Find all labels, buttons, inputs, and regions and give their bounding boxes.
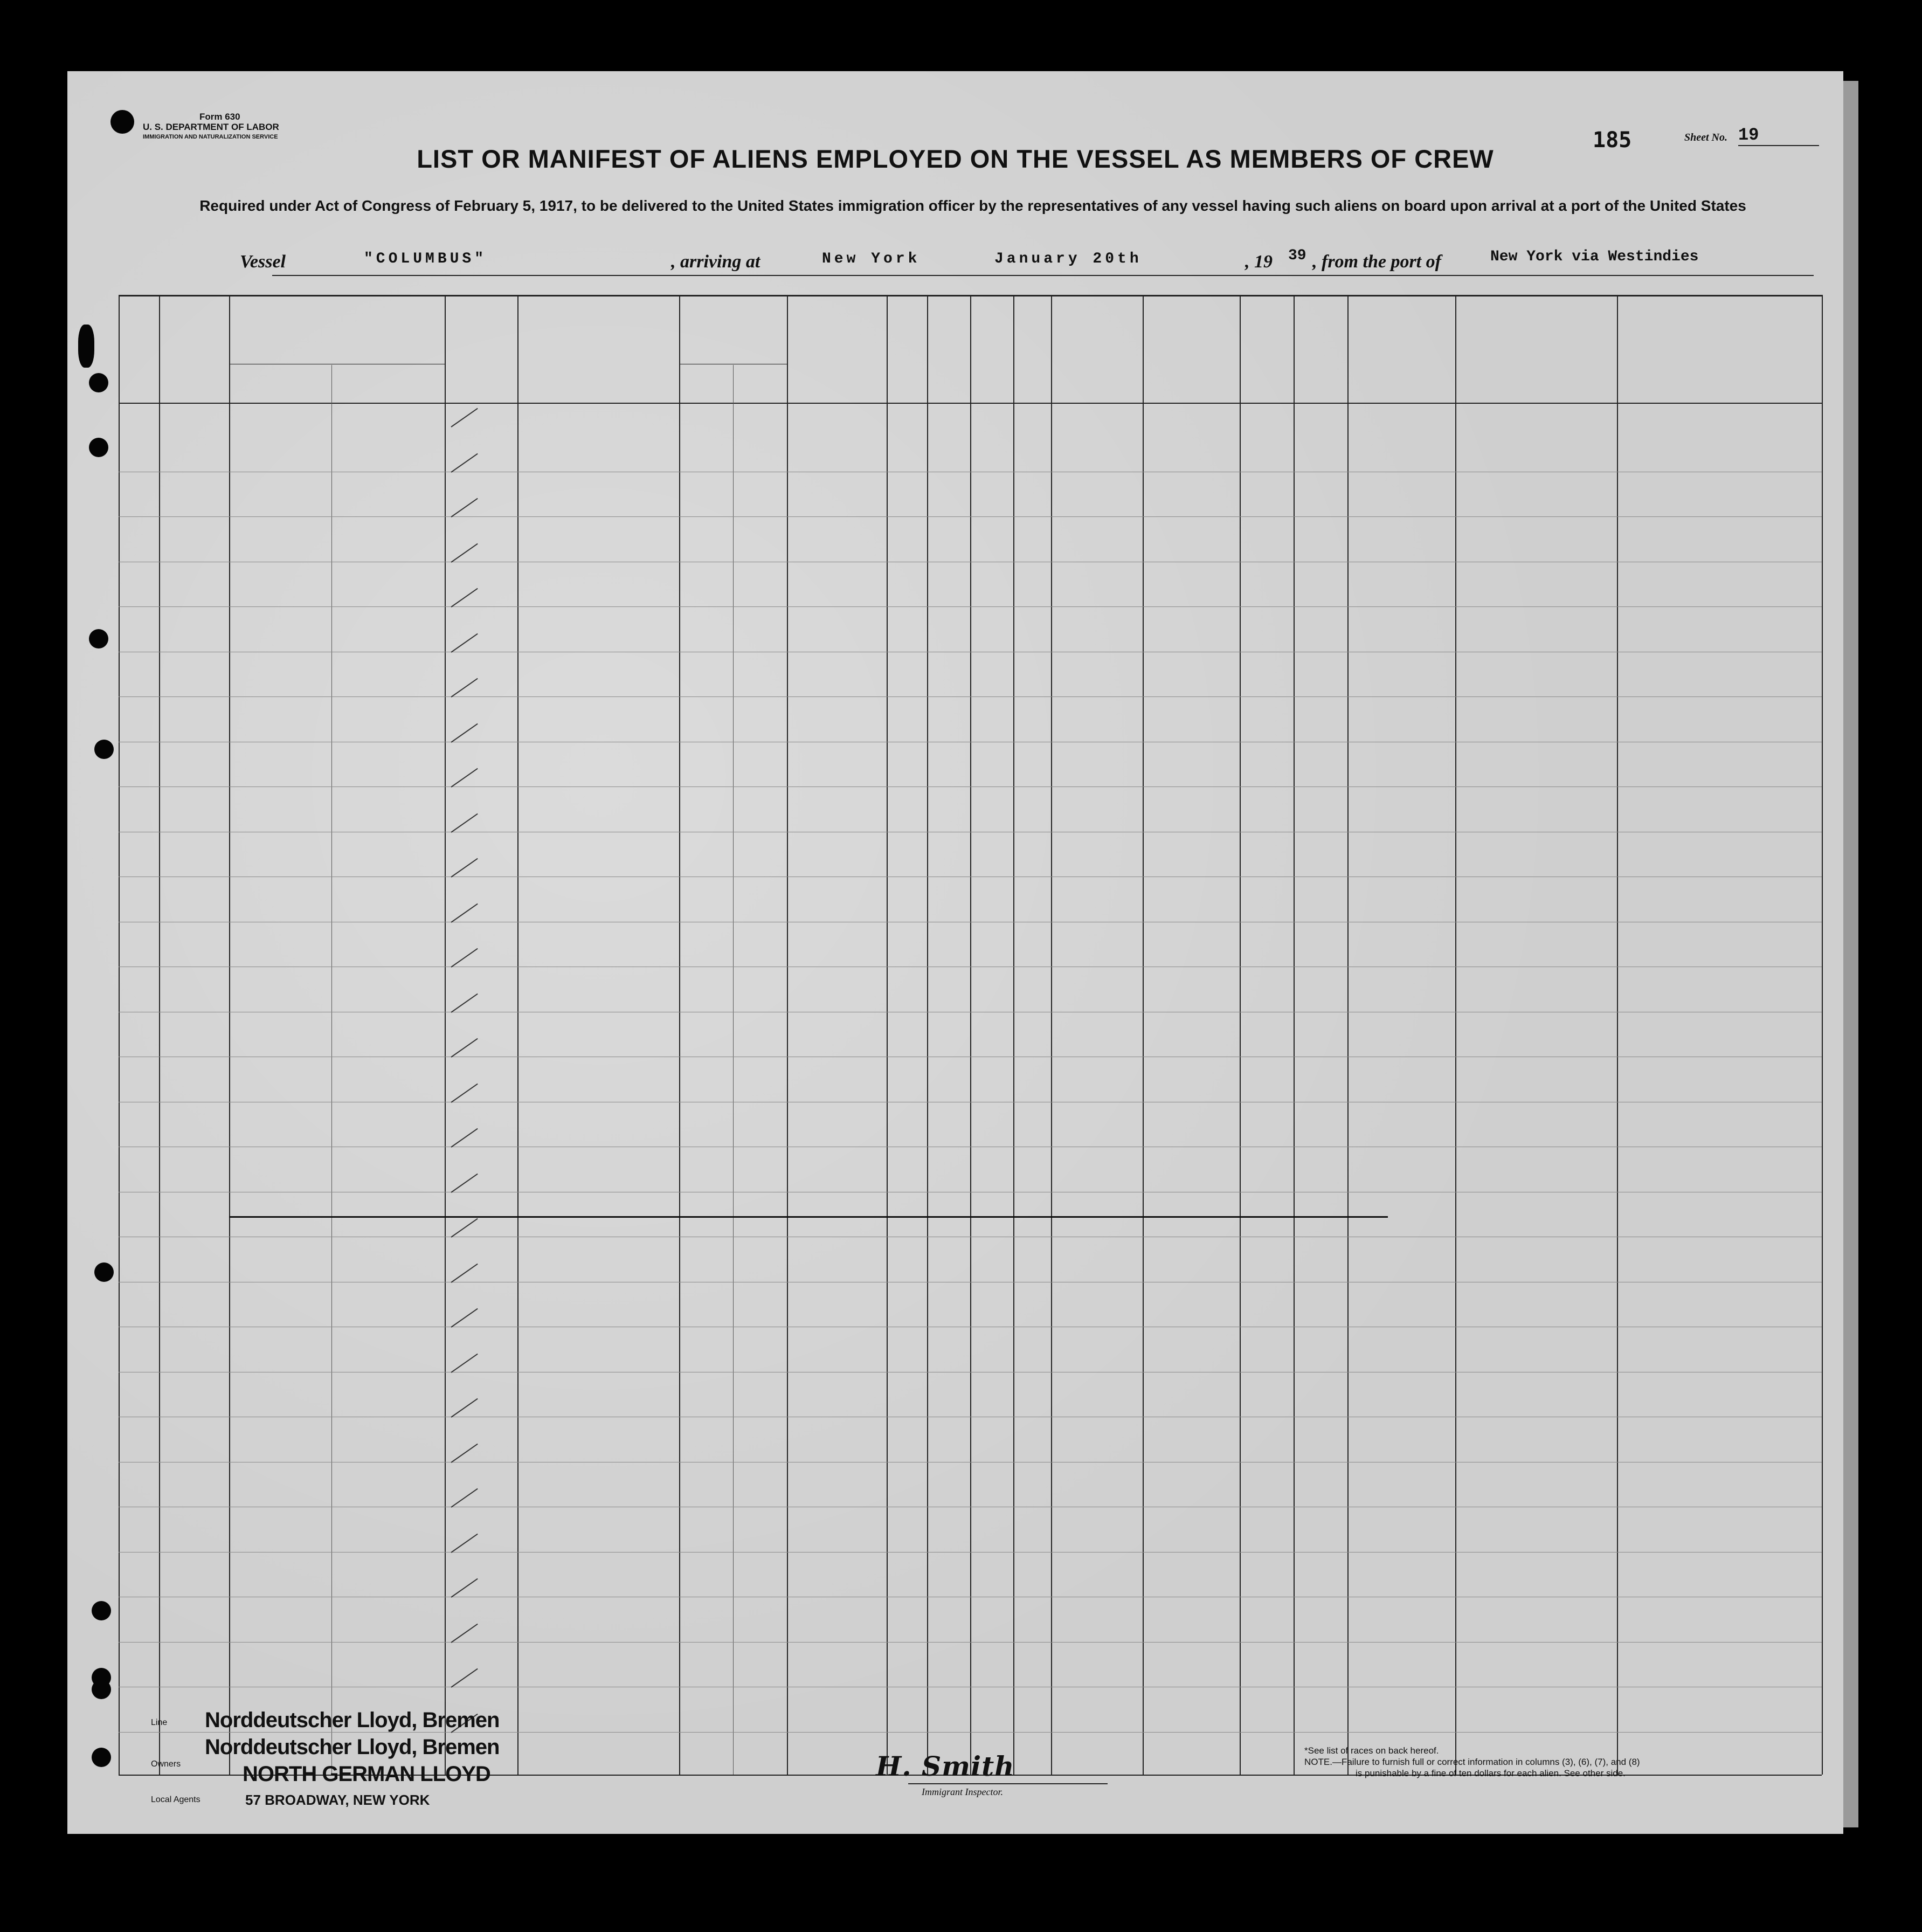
manifest-subtitle: Required under Act of Congress of February 5, 1917, to be delivered to the United States immigration officer by the representatives of any vessel having such aliens on board upon arrival at a port of the United States <box>199 197 1746 214</box>
owners-stamp: Norddeutscher Lloyd, Bremen <box>205 1735 500 1759</box>
inspector-signature: H. Smith <box>876 1750 1015 1782</box>
tally-mark <box>451 1218 478 1238</box>
punch-hole <box>94 740 114 759</box>
tally-mark <box>451 498 478 518</box>
year-prefix: , 19 <box>1245 252 1273 272</box>
row-divider <box>119 516 1822 517</box>
tally-mark <box>451 1038 478 1058</box>
inspector-signature-line <box>908 1783 1108 1784</box>
footnote-penalty-cont: is punishable by a fine of ten dollars for each alien. See other side. <box>1356 1768 1626 1778</box>
vessel-label: Vessel <box>240 252 286 272</box>
tally-mark <box>451 1488 478 1508</box>
punch-hole <box>92 1680 111 1699</box>
arrival-date: January 20th <box>994 251 1142 267</box>
tally-mark <box>451 903 478 922</box>
punch-hole <box>89 438 108 457</box>
page-number: 185 <box>1593 128 1632 153</box>
footnote <box>1304 1745 1640 1779</box>
tally-mark <box>451 1668 478 1688</box>
vessel-underline <box>272 275 1814 276</box>
line-stamp: Norddeutscher Lloyd, Bremen <box>205 1708 500 1732</box>
punch-hole <box>92 1748 111 1767</box>
footnote-races: *See list of races on back hereof. <box>1304 1745 1439 1756</box>
shipped-subdivider <box>733 365 734 1775</box>
departure-port: New York via Westindies <box>1490 249 1699 265</box>
row-divider <box>119 606 1822 607</box>
tally-mark <box>451 948 478 968</box>
row-divider <box>119 1642 1822 1643</box>
tally-mark <box>451 858 478 878</box>
tally-mark <box>451 1308 478 1328</box>
department-name: U. S. DEPARTMENT OF LABOR <box>143 122 279 132</box>
tally-mark <box>451 993 478 1012</box>
tally-mark <box>451 1578 478 1598</box>
inspector-label: Immigrant Inspector. <box>922 1786 1003 1797</box>
agents-address: 57 BROADWAY, NEW YORK <box>245 1792 430 1808</box>
punch-hole <box>94 1262 114 1282</box>
tally-mark <box>451 768 478 788</box>
punch-hole <box>92 1601 111 1620</box>
tally-mark <box>451 1173 478 1192</box>
owners-label: Owners <box>151 1760 181 1769</box>
crew-table <box>119 295 1822 1777</box>
sheet-number: 19 <box>1738 125 1819 146</box>
punch-hole <box>89 629 108 648</box>
tally-mark <box>451 1353 478 1372</box>
tally-mark <box>451 1623 478 1643</box>
tally-mark <box>451 1263 478 1282</box>
line-label: Line <box>151 1718 168 1727</box>
row-divider <box>119 696 1822 697</box>
row-divider <box>119 786 1822 787</box>
punch-hole <box>89 373 108 392</box>
arrival-port: New York <box>822 251 921 267</box>
tally-mark <box>451 1533 478 1552</box>
form-number: Form 630 <box>199 112 240 122</box>
column-divider <box>1822 295 1823 1775</box>
from-label: , from the port of <box>1312 252 1441 272</box>
tally-mark <box>451 678 478 698</box>
manifest-title: LIST OR MANIFEST OF ALIENS EMPLOYED ON THE VESSEL AS MEMBERS OF CREW <box>417 144 1494 173</box>
manifest-sheet <box>67 71 1843 1834</box>
tally-mark <box>451 588 478 608</box>
footnote-penalty: NOTE.—Failure to furnish full or correct information in columns (3), (6), (7), and (8) <box>1304 1757 1640 1767</box>
sheet-label: Sheet No. <box>1684 132 1727 143</box>
tally-mark <box>451 453 478 472</box>
arrival-year: 39 <box>1288 247 1306 264</box>
tally-mark <box>451 1128 478 1148</box>
service-name: IMMIGRATION AND NATURALIZATION SERVICE <box>143 134 278 140</box>
tally-mark <box>451 1083 478 1102</box>
tally-mark <box>451 723 478 742</box>
form-header <box>143 112 279 142</box>
arriving-label: , arriving at <box>671 252 760 272</box>
punch-hole <box>110 110 134 134</box>
tally-mark <box>451 543 478 562</box>
name-subdivider <box>331 365 332 1775</box>
strike-through-line <box>229 1216 1388 1218</box>
page-edge <box>1843 81 1858 1827</box>
agents-label: Local Agents <box>151 1795 201 1804</box>
agents-stamp: NORTH GERMAN LLOYD <box>243 1762 490 1786</box>
torn-edge <box>78 325 94 368</box>
tally-mark <box>451 813 478 832</box>
tally-mark <box>451 408 478 427</box>
vessel-name: "COLUMBUS" <box>364 251 487 267</box>
tally-mark <box>451 1443 478 1462</box>
tally-mark <box>451 633 478 652</box>
tally-mark <box>451 1398 478 1418</box>
